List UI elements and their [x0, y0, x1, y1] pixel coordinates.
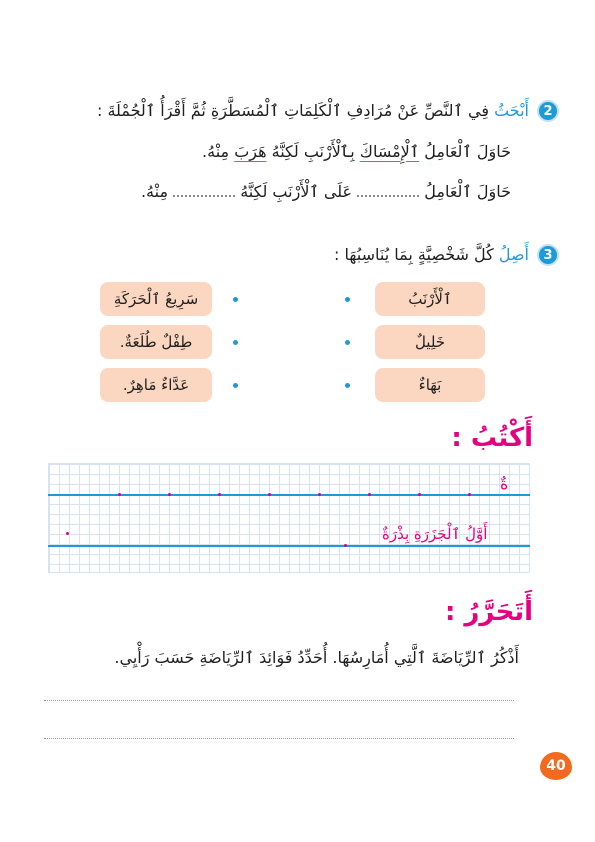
exercise-3-instruction [334, 244, 529, 266]
match-dot[interactable] [233, 297, 238, 302]
handwriting-grid[interactable] [48, 463, 530, 573]
exercise-number-badge: 3 [537, 244, 559, 266]
fill-sentence [141, 181, 511, 203]
model-phrase: أَوَّلُ ٱلْجَزَرَةِ بِذْرَةٌ [382, 525, 488, 543]
free-writing-prompt: أَذْكُرُ ٱلرِّيَاضَةَ ٱلَّتِي أُمَارِسُهَا. أُحَدِّدُ فَوَائِدَ ٱلرِّيَاضَةِ حَسَبَ رَأْيِي. [114, 648, 519, 667]
match-item-right[interactable]: سَرِيعُ ٱلْحَرَكَةِ [100, 282, 212, 316]
match-dot[interactable] [233, 340, 238, 345]
match-dot[interactable] [345, 340, 350, 345]
original-sentence [202, 141, 511, 163]
guide-dot [66, 532, 69, 535]
match-item-left[interactable]: خَلِيلٌ [375, 325, 485, 359]
guide-dot [268, 493, 271, 496]
instruction-verb: أَصِلُ [498, 245, 529, 264]
guide-dot [368, 493, 371, 496]
writing-baseline [48, 545, 530, 547]
instruction-verb: أَبْحَثُ [494, 101, 529, 120]
sentence-part: حَاوَلَ ٱلْعَامِلُ [424, 182, 511, 201]
sentence-part: حَاوَلَ ٱلْعَامِلُ [424, 142, 511, 161]
instruction-text: كُلَّ شَخْصِيَّةٍ بِمَا يُنَاسِبُهَا : [334, 245, 494, 264]
match-item-left[interactable]: ٱلْأَرْنَبُ [375, 282, 485, 316]
match-dot[interactable] [345, 383, 350, 388]
guide-dot [344, 544, 347, 547]
exercise-2-instruction [97, 100, 529, 122]
guide-dot [468, 493, 471, 496]
model-letter: ةٌ [500, 474, 509, 493]
guide-dot [318, 493, 321, 496]
underlined-word: ٱلْإِمْسَاكَ [359, 142, 420, 161]
instruction-text: فِي ٱلنَّصِّ عَنْ مُرَادِفِ ٱلْكَلِمَاتِ ٱلْمُسَطَّرَةِ ثُمَّ أَقْرَأُ ٱلْجُمْلَةَ : [97, 101, 489, 120]
sentence-part: مِنْهُ. [202, 142, 230, 161]
answer-line[interactable] [44, 738, 514, 739]
blank-field[interactable] [357, 183, 419, 197]
sentence-part: بِٱلْأَرْنَبِ لَكِنَّهُ [271, 142, 355, 161]
match-item-left[interactable]: بَهَاءٌ [375, 368, 485, 402]
guide-dot [218, 493, 221, 496]
exercise-3-header [334, 244, 559, 266]
exercise-number-badge: 2 [537, 100, 559, 122]
guide-dot [168, 493, 171, 496]
page-number-badge: 40 [540, 752, 572, 780]
match-item-right[interactable]: طِفْلٌ طُلَعَةٌ. [100, 325, 212, 359]
writing-heading: أَكْتُبُ : [451, 423, 533, 453]
free-writing-heading: أَتَحَرَّرُ : [444, 597, 533, 627]
underlined-word: هَرَبَ [234, 142, 267, 161]
sentence-part: مِنْهُ. [140, 182, 169, 201]
guide-dot [118, 493, 121, 496]
exercise-2-header [97, 100, 559, 122]
match-item-right[interactable]: عَدَّاءٌ مَاهِرٌ. [100, 368, 212, 402]
blank-field[interactable] [173, 183, 235, 197]
answer-line[interactable] [44, 700, 514, 701]
match-dot[interactable] [233, 383, 238, 388]
match-dot[interactable] [345, 297, 350, 302]
guide-dot [418, 493, 421, 496]
sentence-part: عَلَى ٱلْأَرْنَبِ لَكِنَّهُ [240, 182, 353, 201]
